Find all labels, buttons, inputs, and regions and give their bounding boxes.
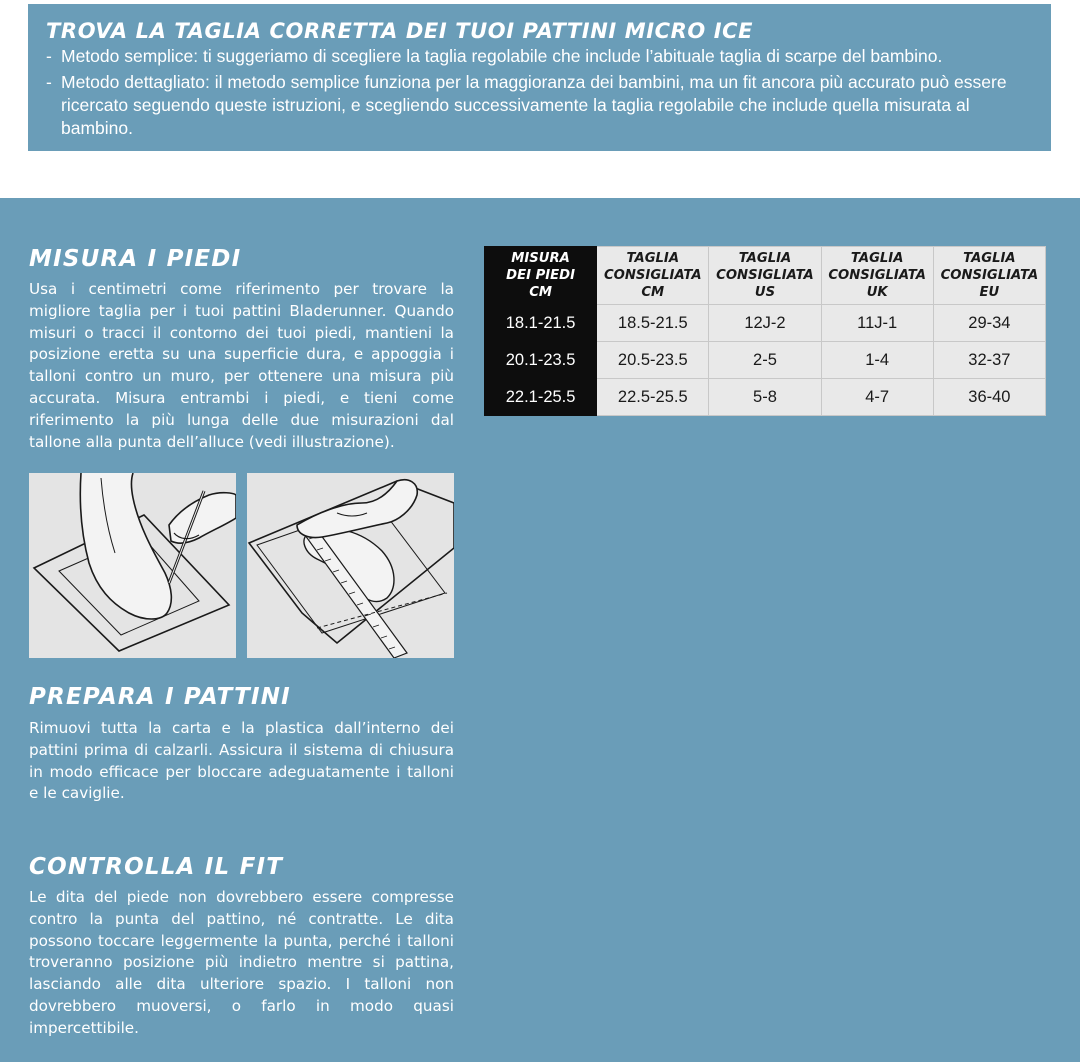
cell-size-cm: 18.5-21.5	[597, 305, 709, 342]
fit-title: CONTROLLA IL FIT	[29, 854, 284, 880]
cell-size-uk: 11J-1	[821, 305, 933, 342]
measure-title: MISURA I PIEDI	[29, 246, 242, 272]
header-foot-cm: MISURA DEI PIEDI CM	[485, 247, 597, 305]
cell-foot-cm: 20.1-23.5	[485, 342, 597, 379]
cell-size-cm: 22.5-25.5	[597, 379, 709, 416]
measure-text: Usa i centimetri come riferimento per trovare la migliore taglia per i tuoi pattini Bladerunner. Quando misuri o tracci il contorno dei tuoi piedi, mantieni la posizione eretta su una superficie dura, e appoggia i talloni contro un muro, per ottenere una misura più accurata. Misura entrambi i piedi, e tieni come riferimento la più lunga delle due misurazioni dal tallone alla punta dell’alluce (vedi illustrazione).	[29, 280, 454, 451]
prepare-title: PREPARA I PATTINI	[29, 684, 291, 710]
cell-size-us: 5-8	[709, 379, 821, 416]
cell-size-us: 2-5	[709, 342, 821, 379]
table-row	[485, 379, 1046, 416]
banner-item-simple: - Metodo semplice: ti suggeriamo di scegliere la taglia regolabile che include l’abituale taglia di scarpe del bambino.	[46, 45, 1033, 68]
banner-item-detailed: - Metodo dettagliato: il metodo semplice funziona per la maggioranza dei bambini, ma un fit ancora più accurato può essere ricercato seguendo queste istruzioni, e scegliendo successivamente la taglia regolabile che include quella misurata al bambino.	[46, 71, 1033, 140]
banner-list	[46, 45, 1033, 140]
cell-size-uk: 1-4	[821, 342, 933, 379]
foot-tracing-icon	[29, 473, 236, 658]
table-header-row	[485, 247, 1046, 305]
table-row	[485, 305, 1046, 342]
size-table	[484, 246, 1046, 416]
foot-measuring-ruler-icon	[247, 473, 454, 658]
cell-size-us: 12J-2	[709, 305, 821, 342]
cell-size-cm: 20.5-23.5	[597, 342, 709, 379]
cell-size-eu: 32-37	[933, 342, 1045, 379]
top-banner	[28, 4, 1051, 151]
cell-size-eu: 29-34	[933, 305, 1045, 342]
prepare-text: Rimuovi tutta la carta e la plastica dall’interno dei pattini prima di calzarli. Assicura il sistema di chiusura in modo efficace per bloccare adeguatamente i talloni e le caviglie.	[29, 719, 454, 803]
header-size-us: TAGLIA CONSIGLIATA US	[709, 247, 821, 305]
table-row	[485, 342, 1046, 379]
cell-foot-cm: 18.1-21.5	[485, 305, 597, 342]
cell-foot-cm: 22.1-25.5	[485, 379, 597, 416]
header-size-uk: TAGLIA CONSIGLIATA UK	[821, 247, 933, 305]
fit-text: Le dita del piede non dovrebbero essere compresse contro la punta del pattino, né contratte. Le dita possono toccare leggermente la punta, perché i talloni troveranno posizione più indietro mentre si pattina, lasciando alle dita ulteriore spazio. I talloni non dovrebbero muoversi, o farlo in modo quasi impercettibile.	[29, 888, 454, 1037]
header-size-eu: TAGLIA CONSIGLIATA EU	[933, 247, 1045, 305]
cell-size-eu: 36-40	[933, 379, 1045, 416]
banner-title: TROVA LA TAGLIA CORRETTA DEI TUOI PATTINI MICRO ICE	[46, 19, 754, 43]
header-size-cm: TAGLIA CONSIGLIATA CM	[597, 247, 709, 305]
cell-size-uk: 4-7	[821, 379, 933, 416]
main-panel	[0, 198, 1080, 1062]
